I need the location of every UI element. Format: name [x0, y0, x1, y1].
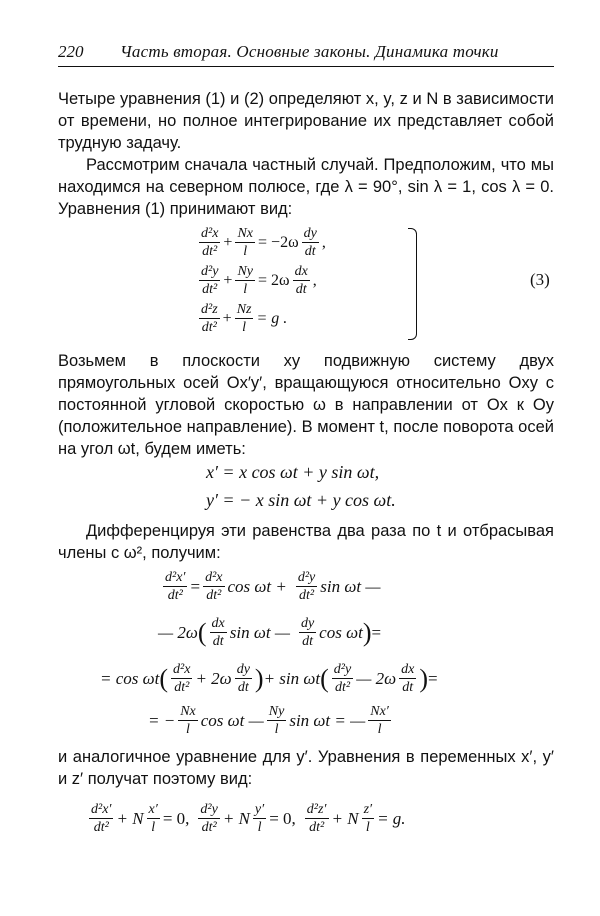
right-brace [408, 228, 417, 340]
paragraph-2: Рассмотрим сначала частный случай. Предположим, что мы находимся на северном полюсе, где λ = 90°, sin λ = 1, cos λ = 0. Уравнения (1) принимают вид: [58, 156, 554, 218]
page-number: 220 [58, 42, 84, 61]
derivation-line-4: = − $\frac{Nx}{l}$ cos ωt — $\frac{Ny}{l}$ sin ωt = — $\frac{Nx'}{l}$ [148, 704, 389, 737]
rotation-equation-1: x′ = x cos ωt + y sin ωt, [206, 462, 380, 482]
paragraph-1: Четыре уравнения (1) и (2) определяют x, y, z и N в зависимости от времени, но полное интегрирование их представляет собой трудную задачу. [58, 90, 554, 152]
paragraph-5: и аналогичное уравнение для y′. Уравнения в переменных x′, y′ и z′ получат поэтому вид: [58, 748, 554, 788]
equation-3-row-2: $\frac{\text{d²y}}{\text{dt²}}$ + $\frac{Ny}{l}$ = 2ω $\frac{dx}{dt}$ , [201, 264, 317, 297]
derivation-line-2: — 2ω ( $\frac{dx}{dt}$ sin ωt — $\frac{dy}{dt}$ cos ωt ) = [158, 616, 382, 649]
equation-3-row-3: $\frac{\text{d²z}}{\text{dt²}}$ + $\frac{Nz}{l}$ = g . [201, 302, 288, 335]
derivation-line-3: = cos ωt ( $\frac{\text{d²x}}{\text{dt²}}$ + 2ω $\frac{dy}{dt}$ ) + sin ωt ( $\frac{\text{d²y}}{\text{dt²}}$ — 2ω $\frac{dx}{dt}$ ) = [100, 662, 438, 695]
rotation-equation-2: y′ = − x sin ωt + y cos ωt. [206, 490, 396, 510]
final-equations: $\frac{\text{d²x′}}{\text{dt²}}$ + N $\frac{x'}{l}$ = 0, $\frac{\text{d²y}}{\text{dt²}}$ + N $\frac{y'}{l}$ = 0, $\frac{\text{d²z′}}{\text{dt²}}$ + N $\frac{z'}{l}$ = g. [91, 802, 406, 835]
paragraph-3: Возьмем в плоскости xy подвижную систему двух прямоугольных осей Ox′y′, вращающуюся относительно Oxy с постоянной угловой скоростью ω в направлении от Ox к Oy (положительное направление). В момент t, после поворота осей на угол ωt, будем иметь: [58, 352, 554, 458]
running-title: Часть вторая. Основные законы. Динамика точки [120, 42, 499, 61]
equation-number: (3) [530, 270, 550, 289]
equation-3-row-1: $\frac{\text{d²x}}{\text{dt²}}$ + $\frac{Nx}{l}$ = −2ω $\frac{dy}{dt}$ , [201, 226, 326, 259]
derivation-line-1: $\frac{\text{d²x′}}{\text{dt²}}$ = $\frac{\text{d²x}}{\text{dt²}}$ cos ωt + $\frac{\text{d²y}}{\text{dt²}}$ sin ωt — [165, 570, 381, 603]
paragraph-4: Дифференцируя эти равенства два раза по t и отбрасывая члены с ω², получим: [58, 522, 554, 562]
running-header [58, 40, 554, 67]
